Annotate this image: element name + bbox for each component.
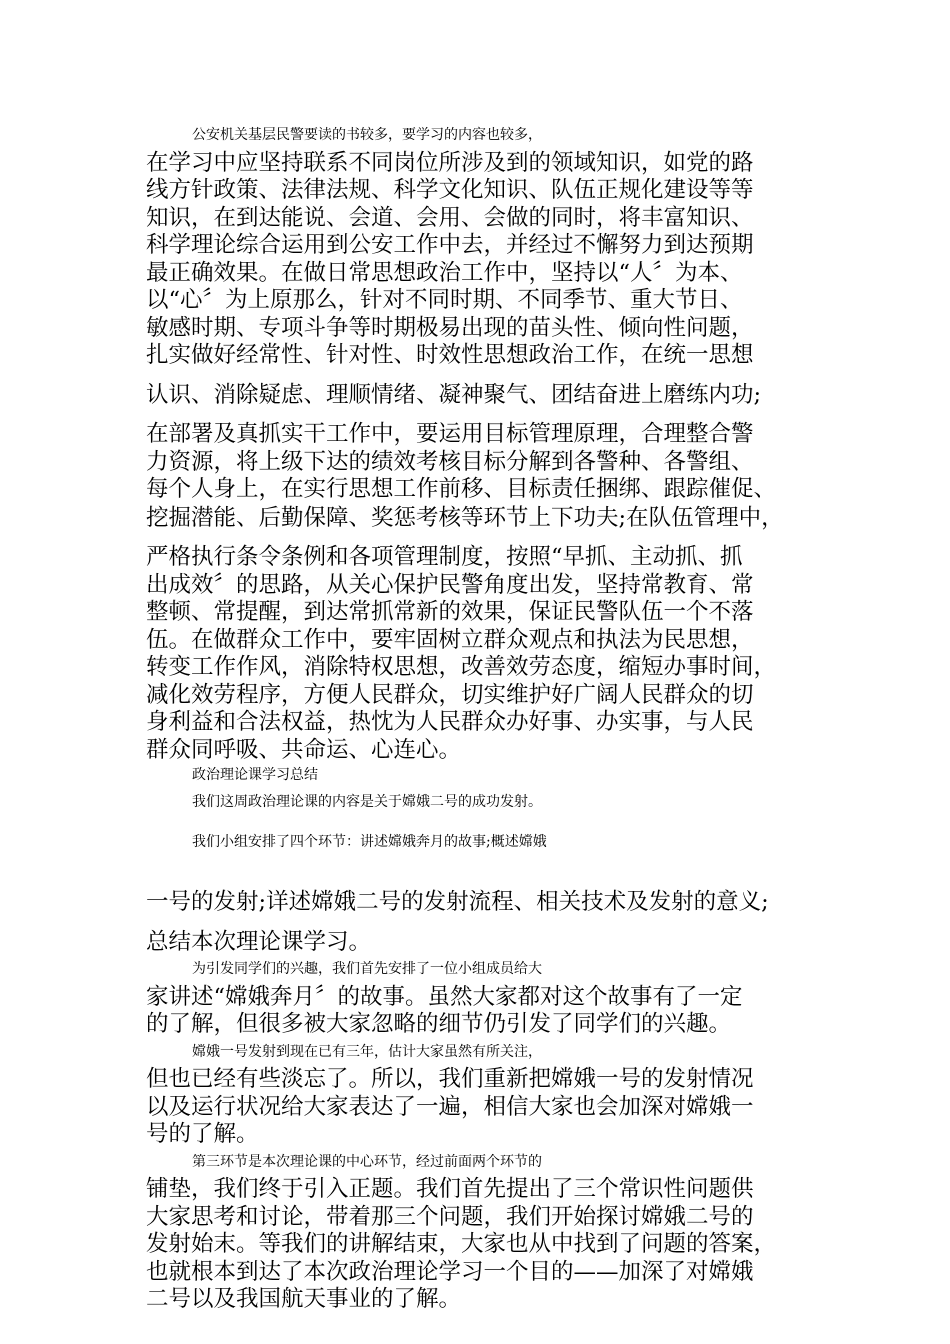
text-line: 转变工作作风，消除特权思想，改善效劳态度，缩短办事时间， — [146, 654, 777, 680]
text-line: 知识，在到达能说、会道、会用、会做的同时，将丰富知识、 — [146, 205, 754, 231]
text-line: 我们小组安排了四个环节：讲述嫦娥奔月的故事;概述嫦娥 — [192, 834, 547, 850]
text-line: 总结本次理论课学习。 — [146, 929, 372, 955]
text-line: 但也已经有些淡忘了。所以，我们重新把嫦娥一号的发射情况 — [146, 1066, 754, 1092]
text-line: 大家思考和讨论，带着那三个问题，我们开始探讨嫦娥二号的 — [146, 1204, 754, 1230]
text-line: 第三环节是本次理论课的中心环节，经过前面两个环节的 — [192, 1154, 542, 1170]
text-line: 身利益和合法权益，热忱为人民群众办好事、办实事，与人民 — [146, 709, 754, 735]
text-line: 二号以及我国航天事业的了解。 — [146, 1286, 462, 1312]
section-title: 政治理论课学习总结 — [192, 767, 318, 783]
text-line: 在部署及真抓实干工作中，要运用目标管理原理，合理整合警 — [146, 421, 754, 447]
text-line: 以及运行状况给大家表达了一遍，相信大家也会加深对嫦娥一 — [146, 1094, 754, 1120]
text-line: 公安机关基层民警要读的书较多，要学习的内容也较多， — [192, 127, 542, 143]
text-line: 扎实做好经常性、针对性、时效性思想政治工作，在统一思想 — [146, 342, 754, 368]
text-line: 一号的发射;详述嫦娥二号的发射流程、相关技术及发射的意义; — [146, 889, 769, 915]
text-line: 认识、消除疑虑、理顺情绪、凝神聚气、团结奋进上磨练内功; — [146, 382, 762, 408]
text-line: 嫦娥一号发射到现在已有三年，估计大家虽然有所关注， — [192, 1044, 542, 1060]
text-line: 铺垫，我们终于引入正题。我们首先提出了三个常识性问题供 — [146, 1176, 754, 1202]
text-line: 以“心〞为上原那么，针对不同时期、不同季节、重大节日、 — [146, 287, 743, 313]
text-line: 科学理论综合运用到公安工作中去，并经过不懈努力到达预期 — [146, 232, 754, 258]
text-line: 号的了解。 — [146, 1121, 259, 1147]
text-line: 在学习中应坚持联系不同岗位所涉及到的领域知识，如党的路 — [146, 150, 754, 176]
text-line: 每个人身上，在实行思想工作前移、目标责任捆绑、跟踪催促、 — [146, 476, 777, 502]
text-line: 力资源，将上级下达的绩效考核目标分解到各警种、各警组、 — [146, 449, 754, 475]
text-line: 出成效〞的思路，从关心保护民警角度出发，坚持常教育、常 — [146, 572, 754, 598]
text-line: 严格执行条令条例和各项管理制度，按照“早抓、主动抓、抓 — [146, 544, 743, 570]
text-line: 伍。在做群众工作中，要牢固树立群众观点和执法为民思想， — [146, 627, 754, 653]
text-line: 敏感时期、专项斗争等时期极易出现的苗头性、倾向性问题， — [146, 315, 754, 341]
text-line: 挖掘潜能、后勤保障、奖惩考核等环节上下功夫;在队伍管理中， — [146, 505, 784, 531]
text-line: 线方针政策、法律法规、科学文化知识、队伍正规化建设等等 — [146, 177, 754, 203]
text-line: 我们这周政治理论课的内容是关于嫦娥二号的成功发射。 — [192, 794, 542, 810]
text-line: 群众同呼吸、共命运、心连心。 — [146, 737, 462, 763]
text-line: 减化效劳程序，方便人民群众，切实维护好广阔人民群众的切 — [146, 682, 754, 708]
text-line: 整顿、常提醒，到达常抓常新的效果，保证民警队伍一个不落 — [146, 599, 754, 625]
text-line: 也就根本到达了本次政治理论学习一个目的——加深了对嫦娥 — [146, 1259, 754, 1285]
text-line: 发射始末。等我们的讲解结束，大家也从中找到了问题的答案， — [146, 1231, 777, 1257]
text-line: 家讲述“嫦娥奔月〞的故事。虽然大家都对这个故事有了一定 — [146, 984, 743, 1010]
text-line: 的了解，但很多被大家忽略的细节仍引发了同学们的兴趣。 — [146, 1011, 732, 1037]
text-line: 最正确效果。在做日常思想政治工作中，坚持以“人〞为本、 — [146, 260, 743, 286]
text-line: 为引发同学们的兴趣，我们首先安排了一位小组成员给大 — [192, 961, 542, 977]
